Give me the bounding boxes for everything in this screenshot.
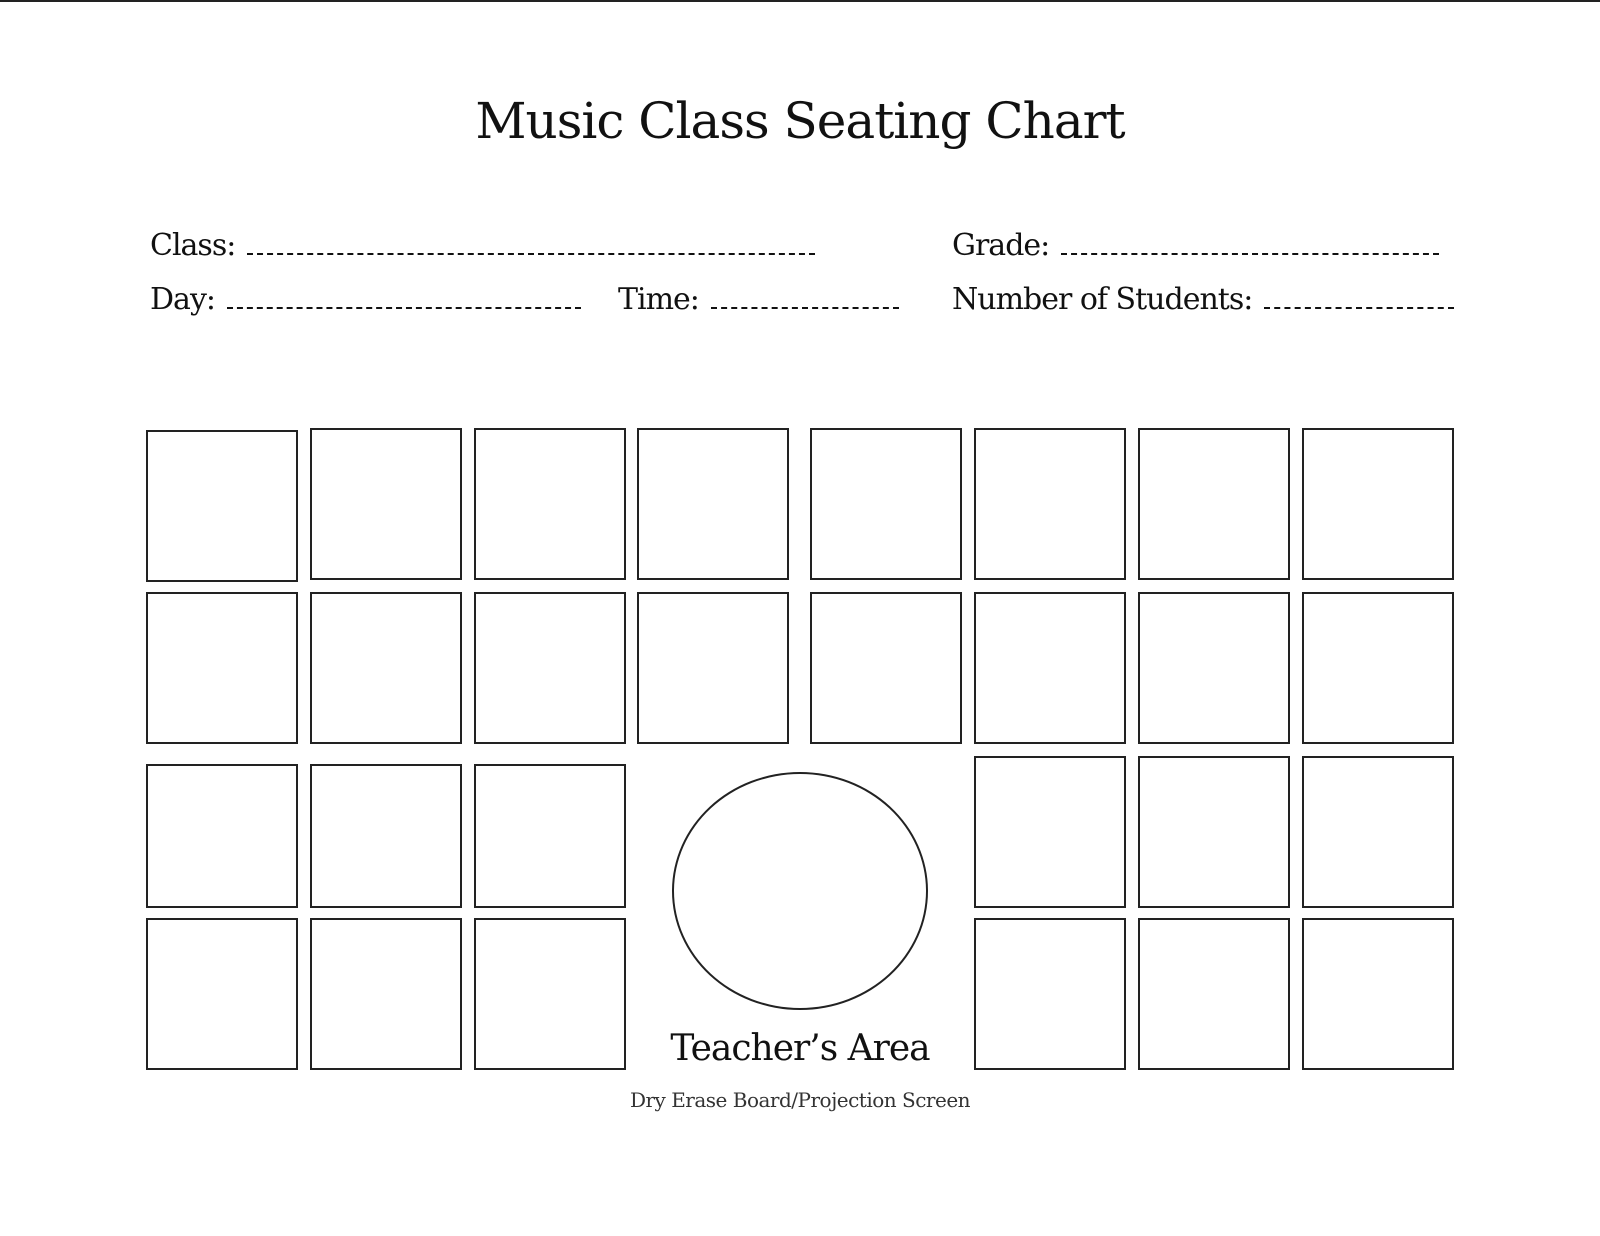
seat-box[interactable] — [637, 428, 789, 580]
seat-box[interactable] — [810, 592, 962, 744]
day-field — [150, 282, 581, 317]
seat-box[interactable] — [1302, 428, 1454, 580]
day-label: Day: — [150, 282, 215, 317]
teacher-area-label: Teacher’s Area — [670, 1028, 930, 1069]
students-label: Number of Students: — [952, 282, 1253, 317]
seat-box[interactable] — [146, 918, 298, 1070]
seat-box[interactable] — [310, 918, 462, 1070]
seat-box[interactable] — [974, 592, 1126, 744]
time-field — [618, 282, 899, 317]
time-blank-line[interactable] — [711, 285, 899, 309]
seat-box[interactable] — [146, 592, 298, 744]
class-field — [150, 228, 815, 263]
grade-field — [952, 228, 1439, 263]
page-top-border — [0, 0, 1600, 2]
seat-box[interactable] — [474, 764, 626, 908]
seat-box[interactable] — [1302, 918, 1454, 1070]
seat-box[interactable] — [310, 592, 462, 744]
seat-box[interactable] — [310, 428, 462, 580]
class-blank-line[interactable] — [247, 231, 815, 255]
seat-box[interactable] — [310, 764, 462, 908]
seat-box[interactable] — [474, 428, 626, 580]
seat-box[interactable] — [974, 428, 1126, 580]
seat-box[interactable] — [474, 592, 626, 744]
grade-label: Grade: — [952, 228, 1050, 263]
seat-box[interactable] — [1138, 918, 1290, 1070]
time-label: Time: — [618, 282, 699, 317]
class-label: Class: — [150, 228, 236, 263]
seat-box[interactable] — [146, 430, 298, 582]
seat-box[interactable] — [1138, 428, 1290, 580]
seat-box[interactable] — [146, 764, 298, 908]
seat-box[interactable] — [810, 428, 962, 580]
seat-box[interactable] — [1302, 592, 1454, 744]
day-blank-line[interactable] — [227, 285, 581, 309]
page-title: Music Class Seating Chart — [475, 92, 1125, 150]
students-field — [952, 282, 1454, 317]
seat-box[interactable] — [1138, 592, 1290, 744]
students-blank-line[interactable] — [1264, 285, 1454, 309]
seat-box[interactable] — [1138, 756, 1290, 908]
seat-box[interactable] — [974, 756, 1126, 908]
seat-box[interactable] — [637, 592, 789, 744]
grade-blank-line[interactable] — [1061, 231, 1439, 255]
teacher-area-sublabel: Dry Erase Board/Projection Screen — [629, 1088, 971, 1112]
teacher-area-circle — [672, 772, 928, 1010]
seat-box[interactable] — [1302, 756, 1454, 908]
